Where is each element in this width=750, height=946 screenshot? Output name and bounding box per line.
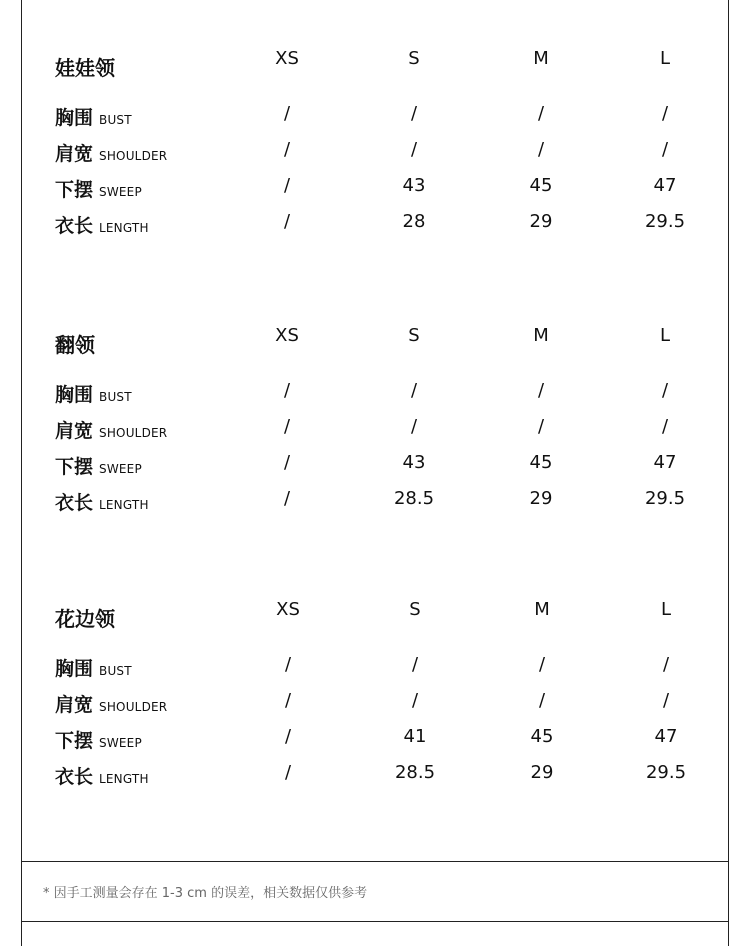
row-label-en: SHOULDER <box>99 149 168 163</box>
column-header-m: M <box>533 48 549 69</box>
value-xs: / <box>283 175 291 196</box>
table-header-row <box>0 599 750 629</box>
row-label <box>55 452 142 479</box>
value-xs: / <box>284 726 292 747</box>
row-label-en: SWEEP <box>99 736 142 750</box>
value-s: / <box>411 690 419 711</box>
value-xs: / <box>283 488 291 509</box>
value-l: 47 <box>654 726 678 747</box>
row-label-cn: 胸围 <box>55 658 94 680</box>
table-row <box>0 488 750 518</box>
row-label-cn: 衣长 <box>55 766 94 788</box>
value-l: / <box>661 139 669 160</box>
value-xs: / <box>284 654 292 675</box>
column-header-s: S <box>408 325 420 346</box>
value-s: 41 <box>403 726 427 747</box>
table-row <box>0 211 750 241</box>
value-l: / <box>661 380 669 401</box>
value-xs: / <box>283 211 291 232</box>
value-m: / <box>538 690 546 711</box>
value-m: / <box>537 416 545 437</box>
value-m: 45 <box>529 175 553 196</box>
row-label-cn: 下摆 <box>55 456 94 478</box>
value-l: / <box>661 103 669 124</box>
row-label <box>55 654 132 681</box>
value-s: / <box>411 654 419 675</box>
section-title: 翻领 <box>55 333 95 357</box>
column-header-xs: XS <box>275 48 299 69</box>
value-s: / <box>410 416 418 437</box>
row-label <box>55 211 149 238</box>
section-title: 花边领 <box>55 607 115 631</box>
value-s: 28.5 <box>394 762 436 783</box>
value-l: 29.5 <box>644 211 686 232</box>
row-label-en: BUST <box>99 390 132 404</box>
value-s: / <box>410 380 418 401</box>
column-header-l: L <box>660 599 672 620</box>
value-xs: / <box>283 380 291 401</box>
row-label-cn: 肩宽 <box>55 143 94 165</box>
row-label <box>55 762 149 789</box>
column-header-xs: XS <box>275 325 299 346</box>
table-row <box>0 726 750 756</box>
value-m: / <box>538 654 546 675</box>
row-label <box>55 139 167 166</box>
value-xs: / <box>283 416 291 437</box>
column-header-s: S <box>408 48 420 69</box>
value-m: 29 <box>529 488 553 509</box>
table-row <box>0 175 750 205</box>
table-row <box>0 103 750 133</box>
row-label-en: SWEEP <box>99 462 142 476</box>
value-s: 28 <box>402 211 426 232</box>
row-label-en: BUST <box>99 664 132 678</box>
row-label-en: SHOULDER <box>99 700 168 714</box>
table-row <box>0 380 750 410</box>
row-label-en: LENGTH <box>99 772 149 786</box>
value-s: 43 <box>402 452 426 473</box>
column-header-l: L <box>659 48 671 69</box>
value-s: / <box>410 139 418 160</box>
measurement-disclaimer: * 因手工测量会存在 1-3 cm 的误差，相关数据仅供参考 <box>43 886 368 901</box>
table-header-row <box>0 325 750 355</box>
value-m: 45 <box>529 452 553 473</box>
row-label <box>55 690 167 717</box>
value-xs: / <box>283 452 291 473</box>
column-header-l: L <box>659 325 671 346</box>
value-xs: / <box>284 690 292 711</box>
value-m: 29 <box>529 211 553 232</box>
value-m: / <box>537 139 545 160</box>
row-label-cn: 胸围 <box>55 107 94 129</box>
table-row <box>0 452 750 482</box>
column-header-m: M <box>533 325 549 346</box>
value-l: / <box>661 416 669 437</box>
row-label-cn: 肩宽 <box>55 420 94 442</box>
row-label-cn: 下摆 <box>55 179 94 201</box>
footer-top-divider <box>21 861 729 862</box>
column-header-s: S <box>409 599 421 620</box>
value-l: / <box>662 690 670 711</box>
value-l: 47 <box>653 175 677 196</box>
row-label-cn: 下摆 <box>55 730 94 752</box>
table-header-row <box>0 48 750 78</box>
value-s: 28.5 <box>393 488 435 509</box>
section-title: 娃娃领 <box>55 56 115 80</box>
row-label <box>55 175 142 202</box>
table-row <box>0 416 750 446</box>
row-label <box>55 380 132 407</box>
row-label-cn: 衣长 <box>55 492 94 514</box>
value-s: 43 <box>402 175 426 196</box>
value-l: 47 <box>653 452 677 473</box>
value-m: / <box>537 103 545 124</box>
column-header-xs: XS <box>276 599 300 620</box>
table-row <box>0 690 750 720</box>
value-m: 29 <box>530 762 554 783</box>
value-m: 45 <box>530 726 554 747</box>
value-xs: / <box>283 103 291 124</box>
row-label-en: SHOULDER <box>99 426 168 440</box>
column-header-m: M <box>534 599 550 620</box>
row-label-cn: 胸围 <box>55 384 94 406</box>
value-l: 29.5 <box>645 762 687 783</box>
table-row <box>0 654 750 684</box>
row-label-cn: 肩宽 <box>55 694 94 716</box>
value-xs: / <box>283 139 291 160</box>
row-label-en: BUST <box>99 113 132 127</box>
row-label <box>55 726 142 753</box>
row-label-cn: 衣长 <box>55 215 94 237</box>
row-label-en: LENGTH <box>99 498 149 512</box>
value-l: 29.5 <box>644 488 686 509</box>
value-l: / <box>662 654 670 675</box>
row-label <box>55 488 149 515</box>
table-row <box>0 139 750 169</box>
value-xs: / <box>284 762 292 783</box>
row-label-en: SWEEP <box>99 185 142 199</box>
row-label <box>55 103 132 130</box>
row-label-en: LENGTH <box>99 221 149 235</box>
value-m: / <box>537 380 545 401</box>
row-label <box>55 416 167 443</box>
table-row <box>0 762 750 792</box>
footer-bottom-divider <box>21 921 729 922</box>
value-s: / <box>410 103 418 124</box>
